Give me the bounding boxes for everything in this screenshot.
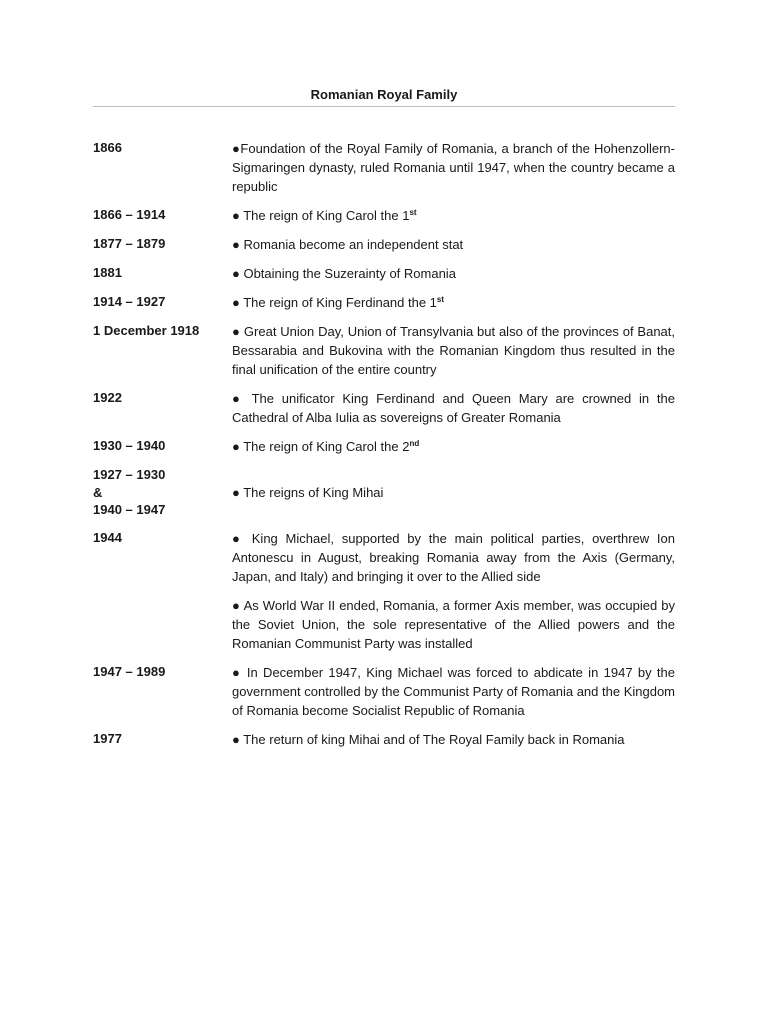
- timeline-date-line: 1881: [93, 265, 122, 280]
- ordinal-suffix: st: [409, 208, 417, 217]
- timeline-description: [232, 483, 675, 502]
- timeline-row: [93, 264, 675, 283]
- timeline-paragraph: [232, 235, 675, 254]
- timeline-paragraph-text: ● Obtaining the Suzerainty of Romania: [232, 266, 456, 281]
- timeline-description: [232, 663, 675, 720]
- timeline-description: [232, 235, 675, 254]
- timeline-row: [93, 529, 675, 653]
- document-page: [93, 86, 675, 759]
- title-divider: [93, 106, 675, 107]
- timeline-paragraph: [232, 293, 675, 312]
- timeline-description: [232, 730, 675, 749]
- timeline-row: [93, 322, 675, 379]
- timeline-paragraph: [232, 437, 675, 456]
- timeline-date-line: 1944: [93, 529, 122, 545]
- timeline-paragraph-text: ●Foundation of the Royal Family of Romania, a branch of the Hohenzollern-Sigmaringen dynasty, ruled Romania until 1947, when the country became a republic: [232, 141, 675, 194]
- timeline-description: [232, 322, 675, 379]
- timeline-paragraph: [232, 139, 675, 196]
- timeline-row: [93, 139, 675, 196]
- timeline-paragraph: [232, 483, 675, 502]
- timeline-row: [93, 293, 675, 312]
- timeline-row: [93, 730, 675, 749]
- timeline-date-line: 1 December 1918: [93, 323, 200, 338]
- timeline-date-line: 1914 – 1927: [93, 294, 166, 309]
- timeline-row: [93, 663, 675, 720]
- timeline-date-line: 1930 – 1940: [93, 438, 166, 453]
- timeline-paragraph-text: ● The reign of King Ferdinand the 1: [232, 295, 437, 310]
- timeline-paragraph-text: ● The reign of King Carol the 2: [232, 439, 410, 454]
- timeline-date: [93, 264, 232, 282]
- timeline-description: [232, 529, 675, 653]
- timeline-description: [232, 264, 675, 283]
- timeline-paragraph: [232, 596, 675, 653]
- timeline-paragraph-text: ● In December 1947, King Michael was forced to abdicate in 1947 by the government controlled by the Communist Party of Romania and the Kingdom of Romania become Socialist Republic of Romania: [232, 664, 675, 718]
- timeline-date-line: 1977: [93, 730, 122, 746]
- timeline-paragraph: [232, 264, 675, 283]
- timeline-paragraph-text: ● The unificator King Ferdinand and Queen Mary are crowned in the Cathedral of Alba Iulia as sovereigns of Greater Romania: [232, 391, 675, 425]
- document-title: Romanian Royal Family: [310, 87, 458, 102]
- timeline-date: [93, 437, 232, 455]
- timeline-description: [232, 293, 675, 312]
- timeline-paragraph-text: ● As World War II ended, Romania, a former Axis member, was occupied by the Soviet Union, the sole representative of the Allied powers and the Romanian Communist Party was installed: [232, 597, 675, 651]
- timeline-date: [93, 730, 232, 748]
- timeline-paragraph: [232, 389, 675, 427]
- timeline-description: [232, 389, 675, 427]
- timeline-date: [93, 389, 232, 407]
- timeline-row: [93, 466, 675, 519]
- timeline-paragraph-text: ● King Michael, supported by the main political parties, overthrew Ion Antonescu in August, breaking Romania away from the Axis (Germany, Japan, and Italy) and bringing it over to the Allied side: [232, 530, 675, 584]
- timeline-date-line: 1866: [93, 140, 122, 155]
- timeline-paragraph: [232, 730, 675, 749]
- timeline-date: [93, 322, 232, 340]
- timeline-paragraph-text: ● The reign of King Carol the 1: [232, 208, 410, 223]
- timeline-date-line: 1927 – 1930: [93, 467, 166, 482]
- timeline-paragraph: [232, 322, 675, 379]
- timeline-date-line: 1922: [93, 390, 122, 405]
- timeline-description: [232, 206, 675, 225]
- timeline-paragraph-text: ● Great Union Day, Union of Transylvania but also of the provinces of Banat, Bessarabia and Bukovina with the Romanian Kingdom thus resulted in the final unification of the entire country: [232, 324, 675, 377]
- timeline-paragraph: [232, 529, 675, 586]
- timeline-date-line: &: [93, 484, 103, 500]
- timeline-date-line: 1940 – 1947: [93, 502, 166, 517]
- timeline-row: [93, 235, 675, 254]
- timeline-row: [93, 437, 675, 456]
- timeline-table: [93, 139, 675, 749]
- timeline-date: [93, 663, 232, 681]
- timeline-date: [93, 293, 232, 311]
- ordinal-suffix: nd: [409, 439, 420, 448]
- timeline-paragraph-text: ● The return of king Mihai and of The Royal Family back in Romania: [232, 731, 625, 747]
- timeline-date-line: 1866 – 1914: [93, 207, 166, 222]
- timeline-date: [93, 206, 232, 224]
- timeline-date: [93, 139, 232, 157]
- timeline-paragraph-text: ● Romania become an independent stat: [232, 237, 464, 252]
- timeline-row: [93, 389, 675, 427]
- timeline-date-line: 1947 – 1989: [93, 663, 166, 679]
- timeline-date-line: 1877 – 1879: [93, 236, 166, 251]
- timeline-date: [93, 529, 232, 547]
- timeline-row: [93, 206, 675, 225]
- timeline-paragraph-text: ● The reigns of King Mihai: [232, 484, 384, 500]
- timeline-description: [232, 139, 675, 196]
- timeline-date: [93, 466, 232, 519]
- ordinal-suffix: st: [436, 295, 445, 304]
- timeline-paragraph: [232, 206, 675, 225]
- timeline-paragraph: [232, 663, 675, 720]
- timeline-date: [93, 235, 232, 253]
- timeline-description: [232, 437, 675, 456]
